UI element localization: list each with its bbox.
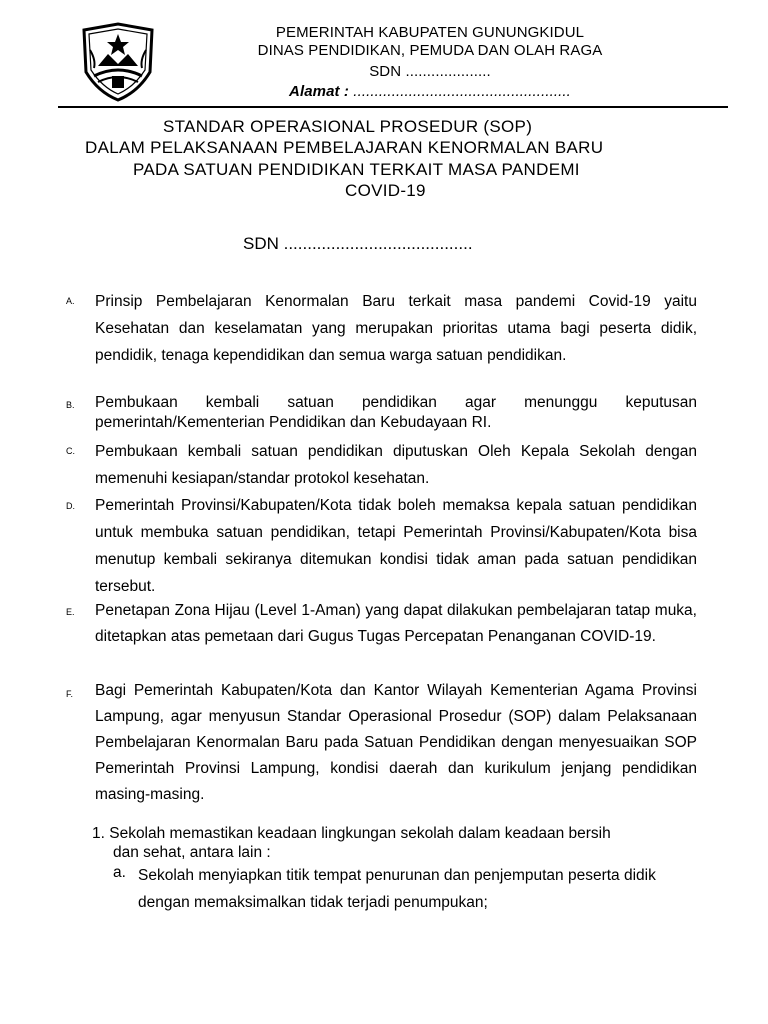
address-value: ...................................................: [353, 83, 571, 100]
numbered-item-1-continuation: dan sehat, antara lain :: [113, 844, 271, 861]
letterhead-address: [160, 83, 700, 100]
item-b-marker: B.: [66, 400, 75, 410]
numbered-item-1: [92, 824, 698, 862]
item-e-text: Penetapan Zona Hijau (Level 1-Aman) yang dapat dilakukan pembelajaran tatap muka, ditetapkan atas pemetaan dari Gugus Tugas Percepatan Penanganan COVID-19.: [95, 602, 697, 645]
item-d-marker: D.: [66, 501, 75, 511]
numbered-item-1-line: 1. Sekolah memastikan keadaan lingkungan sekolah dalam keadaan bersih: [92, 825, 611, 842]
document-title-line-2: DALAM PELAKSANAAN PEMBELAJARAN KENORMALAN BARU: [85, 138, 604, 157]
gunungkidul-emblem-icon: [76, 20, 160, 104]
address-label: Alamat :: [289, 83, 350, 100]
letterhead-government-name: PEMERINTAH KABUPATEN GUNUNGKIDUL: [275, 24, 585, 41]
document-title-line-4: COVID-19: [345, 181, 426, 200]
school-name-line: SDN ........................................: [243, 234, 473, 253]
item-a-text: Prinsip Pembelajaran Kenormalan Baru terkait masa pandemi Covid-19 yaitu Kesehatan dan keselamatan yang merupakan prioritas utama bagi peserta didik, pendidik, tenaga kependidikan dan semua warga satuan pendidikan.: [95, 293, 697, 364]
item-c-text: Pembukaan kembali satuan pendidikan diputuskan Oleh Kepala Sekolah dengan memenuhi kesiapan/standar protokol kesehatan.: [95, 443, 697, 487]
item-a-marker: A.: [66, 296, 75, 306]
sub-item-a-marker: a.: [113, 864, 126, 881]
sub-item-a-text: Sekolah menyiapkan titik tempat penurunan dan penjemputan peserta didik dengan memaksimalkan tidak terjadi penumpukan;: [138, 867, 656, 911]
item-d-text: Pemerintah Provinsi/Kabupaten/Kota tidak boleh memaksa kepala satuan pendidikan untuk membuka satuan pendidikan, tetapi Pemerintah Provinsi/Kabupaten/Kota bisa menutup kembali sekiranya ditemukan kondisi tidak aman pada satuan pendidikan tersebut.: [95, 497, 697, 595]
item-f-marker: F.: [66, 689, 74, 699]
item-b-text: Pembukaan kembali satuan pendidikan agar menunggu keputusan pemerintah/Kementerian Pendidikan dan Kebudayaan RI.: [95, 394, 697, 431]
document-title-line-3: PADA SATUAN PENDIDIKAN TERKAIT MASA PANDEMI: [133, 160, 580, 179]
item-c-marker: C.: [66, 446, 75, 456]
letterhead-school-name: SDN ....................: [369, 63, 491, 80]
document-title-line-1: STANDAR OPERASIONAL PROSEDUR (SOP): [163, 117, 533, 136]
item-f-text: Bagi Pemerintah Kabupaten/Kota dan Kantor Wilayah Kementerian Agama Provinsi Lampung, agar menyusun Standar Operasional Prosedur (SOP) dalam Pelaksanaan Pembelajaran Kenormalan Baru pada Satuan Pendidikan dengan menyesuaikan SOP Pemerintah Provinsi Lampung, kondisi daerah dan kurikulum jenjang pendidikan masing-masing.: [95, 682, 697, 803]
letterhead-department-name: DINAS PENDIDIKAN, PEMUDA DAN OLAH RAGA: [257, 42, 603, 59]
letterhead-divider: [58, 106, 728, 108]
item-e-marker: E.: [66, 607, 75, 617]
